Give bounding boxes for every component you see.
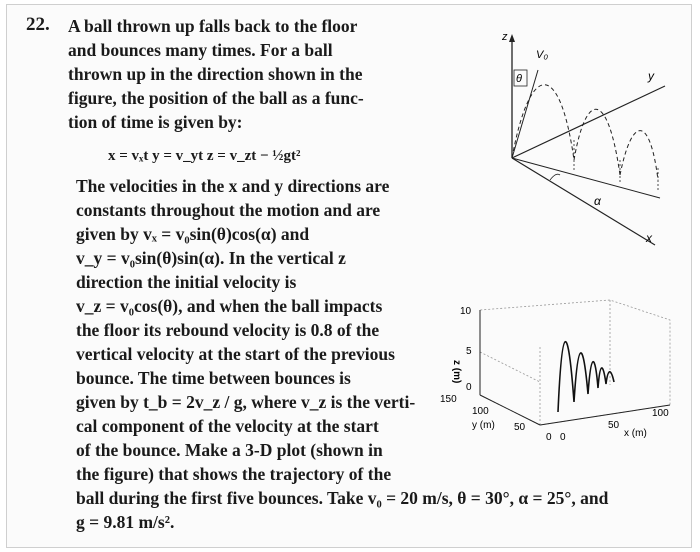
text-line: cal component of the velocity at the start [76, 416, 379, 436]
trajectory-curve [558, 342, 614, 412]
x-axis-label: x (m) [624, 428, 647, 439]
z-label: z [502, 31, 508, 43]
text-line: the floor its rebound velocity is 0.8 of the [76, 320, 380, 340]
y-tick: 150 [440, 394, 457, 405]
alpha-arc [550, 174, 560, 180]
text-line: The velocities in the x and y directions are [76, 176, 390, 196]
bounce-arc-3 [620, 131, 658, 180]
bounce-arc-1 [512, 85, 574, 160]
problem-number: 22. [26, 14, 50, 35]
text-line: constants throughout the motion and are [76, 200, 381, 220]
equation-line: x = vₓt y = v_yt z = v_zt − ½gt² [108, 148, 301, 164]
text-line: v_z = v₀cos(θ), and when the ball impacts [76, 296, 383, 316]
plot-box-back [480, 300, 670, 425]
text-line: bounce. The time between bounces is [76, 368, 351, 388]
trajectory-3d-plot [440, 290, 690, 450]
bounce-arc-2 [574, 109, 620, 175]
theta-label: θ [516, 73, 522, 85]
z-axis-label: z (m) [451, 360, 462, 384]
text-line: thrown up in the direction shown in the [68, 64, 363, 84]
text-line: g = 9.81 m/s². [76, 512, 175, 532]
alpha-label: α [594, 194, 601, 208]
x-tick: 100 [652, 408, 669, 419]
text-line: ball during the first five bounces. Take v₀ = 20 m/s, θ = 30°, α = 25°, and [76, 488, 609, 508]
text-line: of the bounce. Make a 3-D plot (shown in [76, 440, 383, 460]
text-line: A ball thrown up falls back to the floor [68, 16, 358, 36]
text-line: tion of time is given by: [68, 112, 243, 132]
x-axis [512, 158, 655, 245]
y-axis [512, 86, 665, 158]
y-tick: 100 [472, 406, 489, 417]
y-tick: 50 [514, 422, 526, 433]
z-tick: 10 [460, 306, 472, 317]
text-line: and bounces many times. For a ball [68, 40, 333, 60]
text-line: direction the initial velocity is [76, 272, 297, 292]
text-line: vertical velocity at the start of the previous [76, 344, 395, 364]
x-axis-line [540, 405, 670, 425]
v0-label: V₀ [536, 49, 548, 61]
grid-line [480, 352, 540, 382]
ground-direction-line [512, 158, 660, 198]
text-line: figure, the position of the ball as a func- [68, 88, 364, 108]
z-arrowhead [509, 34, 515, 42]
text-line: v_y = v₀sin(θ)sin(α). In the vertical z [76, 248, 346, 268]
x-tick: 0 [560, 432, 566, 443]
x-tick: 50 [608, 420, 620, 431]
text-line: given by t_b = 2v_z / g, where v_z is the verti- [76, 392, 416, 412]
text-line: given by vₓ = v₀sin(θ)cos(α) and [76, 224, 310, 244]
bounce-diagram [490, 20, 690, 260]
x-tick: 0 [546, 432, 552, 443]
z-tick: 0 [466, 382, 472, 393]
y-label: y [648, 69, 654, 83]
text-line: the figure) that shows the trajectory of the [76, 464, 392, 484]
x-label: x [646, 231, 652, 245]
y-axis-label: y (m) [472, 420, 495, 431]
z-tick: 5 [466, 346, 472, 357]
